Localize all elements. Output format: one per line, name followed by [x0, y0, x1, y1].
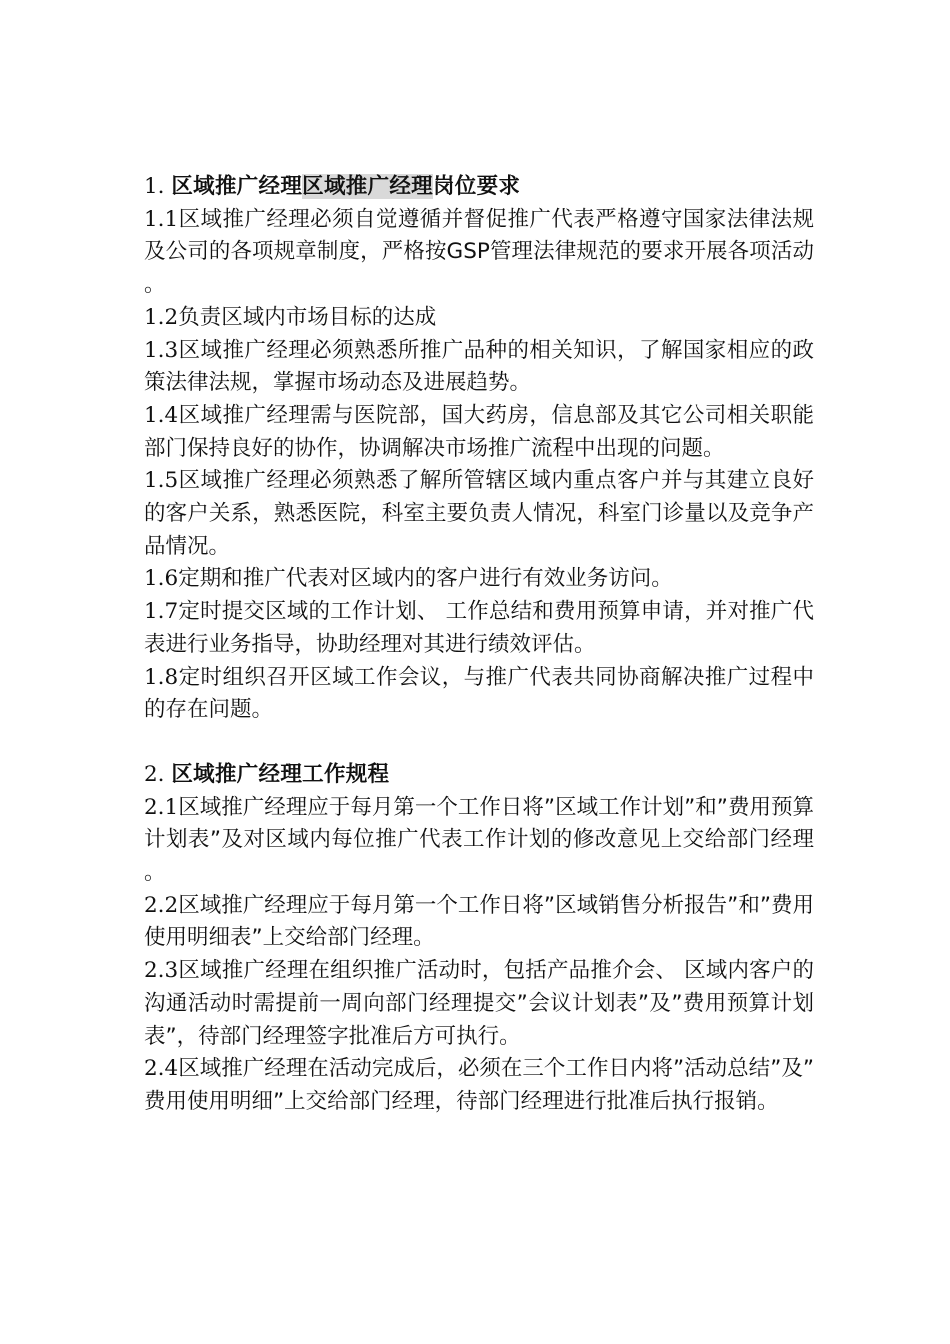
- item-text: 区域推广经理应于每月第一个工作日将”区域工作计划”和”费用预算计划表”及对区域内每位推广代表工作计划的修改意见上交给部门经理。: [144, 794, 814, 886]
- item-text: 负责区域内市场目标的达成: [178, 304, 437, 330]
- section-number: 1.: [144, 174, 165, 199]
- item-number: 2.2: [144, 892, 179, 918]
- item-number: 2.4: [144, 1056, 179, 1082]
- section-1: [144, 171, 814, 727]
- item-number: 1.8: [144, 664, 179, 690]
- list-item: [144, 204, 814, 302]
- section-title: 区域推广经理工作规程: [171, 761, 390, 787]
- section-title-part: 区域推广经理: [171, 174, 303, 199]
- item-number: 1.7: [144, 599, 179, 625]
- list-item: [144, 792, 814, 890]
- section-heading: [144, 171, 814, 204]
- list-item: [144, 465, 814, 563]
- item-number: 2.1: [144, 794, 179, 820]
- section-title-highlighted: 区域推广经理: [302, 174, 433, 199]
- item-text: 区域推广经理必须熟悉所推广品种的相关知识，了解国家相应的政策法律法规，掌握市场动态及进展趋势。: [144, 337, 814, 396]
- item-number: 1.1: [144, 206, 179, 232]
- item-text: 区域推广经理必须自觉遵循并督促推广代表严格遵守国家法律法规及公司的各项规章制度，严格按GSP管理法律规范的要求开展各项活动。: [144, 206, 814, 298]
- item-text: 区域推广经理在组织推广活动时，包括产品推介会、 区域内客户的沟通活动时需提前一周向部门经理提交”会议计划表”及”费用预算计划表”，待部门经理签字批准后方可执行。: [144, 958, 814, 1049]
- item-number: 1.3: [144, 337, 179, 363]
- section-heading: [144, 759, 814, 792]
- list-item: [144, 1053, 814, 1118]
- section-2: [144, 759, 814, 1119]
- list-item: [144, 596, 814, 661]
- list-item: [144, 890, 814, 955]
- item-text: 定时提交区域的工作计划、 工作总结和费用预算申请，并对推广代表进行业务指导，协助经理对其进行绩效评估。: [144, 599, 814, 657]
- list-item: [144, 400, 814, 465]
- list-item: [144, 563, 814, 596]
- list-item: [144, 662, 814, 727]
- section-title-part: 岗位要求: [432, 174, 521, 199]
- item-text: 定时组织召开区域工作会议，与推广代表共同协商解决推广过程中的存在问题。: [144, 664, 814, 723]
- list-item: [144, 335, 814, 400]
- item-number: 1.5: [144, 468, 179, 494]
- item-number: 2.3: [144, 958, 179, 984]
- list-item: [144, 302, 814, 335]
- item-text: 定期和推广代表对区域内的客户进行有效业务访问。: [178, 566, 673, 592]
- item-text: 区域推广经理必须熟悉了解所管辖区域内重点客户并与其建立良好的客户关系，熟悉医院，科室主要负责人情况，科室门诊量以及竞争产品情况。: [144, 468, 814, 559]
- item-text: 区域推广经理需与医院部，国大药房，信息部及其它公司相关职能部门保持良好的协作，协调解决市场推广流程中出现的问题。: [144, 402, 814, 461]
- section-number: 2.: [144, 761, 165, 787]
- item-number: 1.2: [144, 304, 179, 330]
- item-number: 1.4: [144, 402, 179, 428]
- section-title: [171, 174, 520, 199]
- item-number: 1.6: [144, 566, 179, 592]
- item-text: 区域推广经理应于每月第一个工作日将”区域销售分析报告”和”费用使用明细表”上交给部门经理。: [144, 892, 814, 951]
- list-item: [144, 955, 814, 1053]
- item-text: 区域推广经理在活动完成后，必须在三个工作日内将”活动总结”及”费用使用明细”上交给部门经理，待部门经理进行批准后执行报销。: [144, 1056, 814, 1114]
- document-body: [144, 171, 814, 1119]
